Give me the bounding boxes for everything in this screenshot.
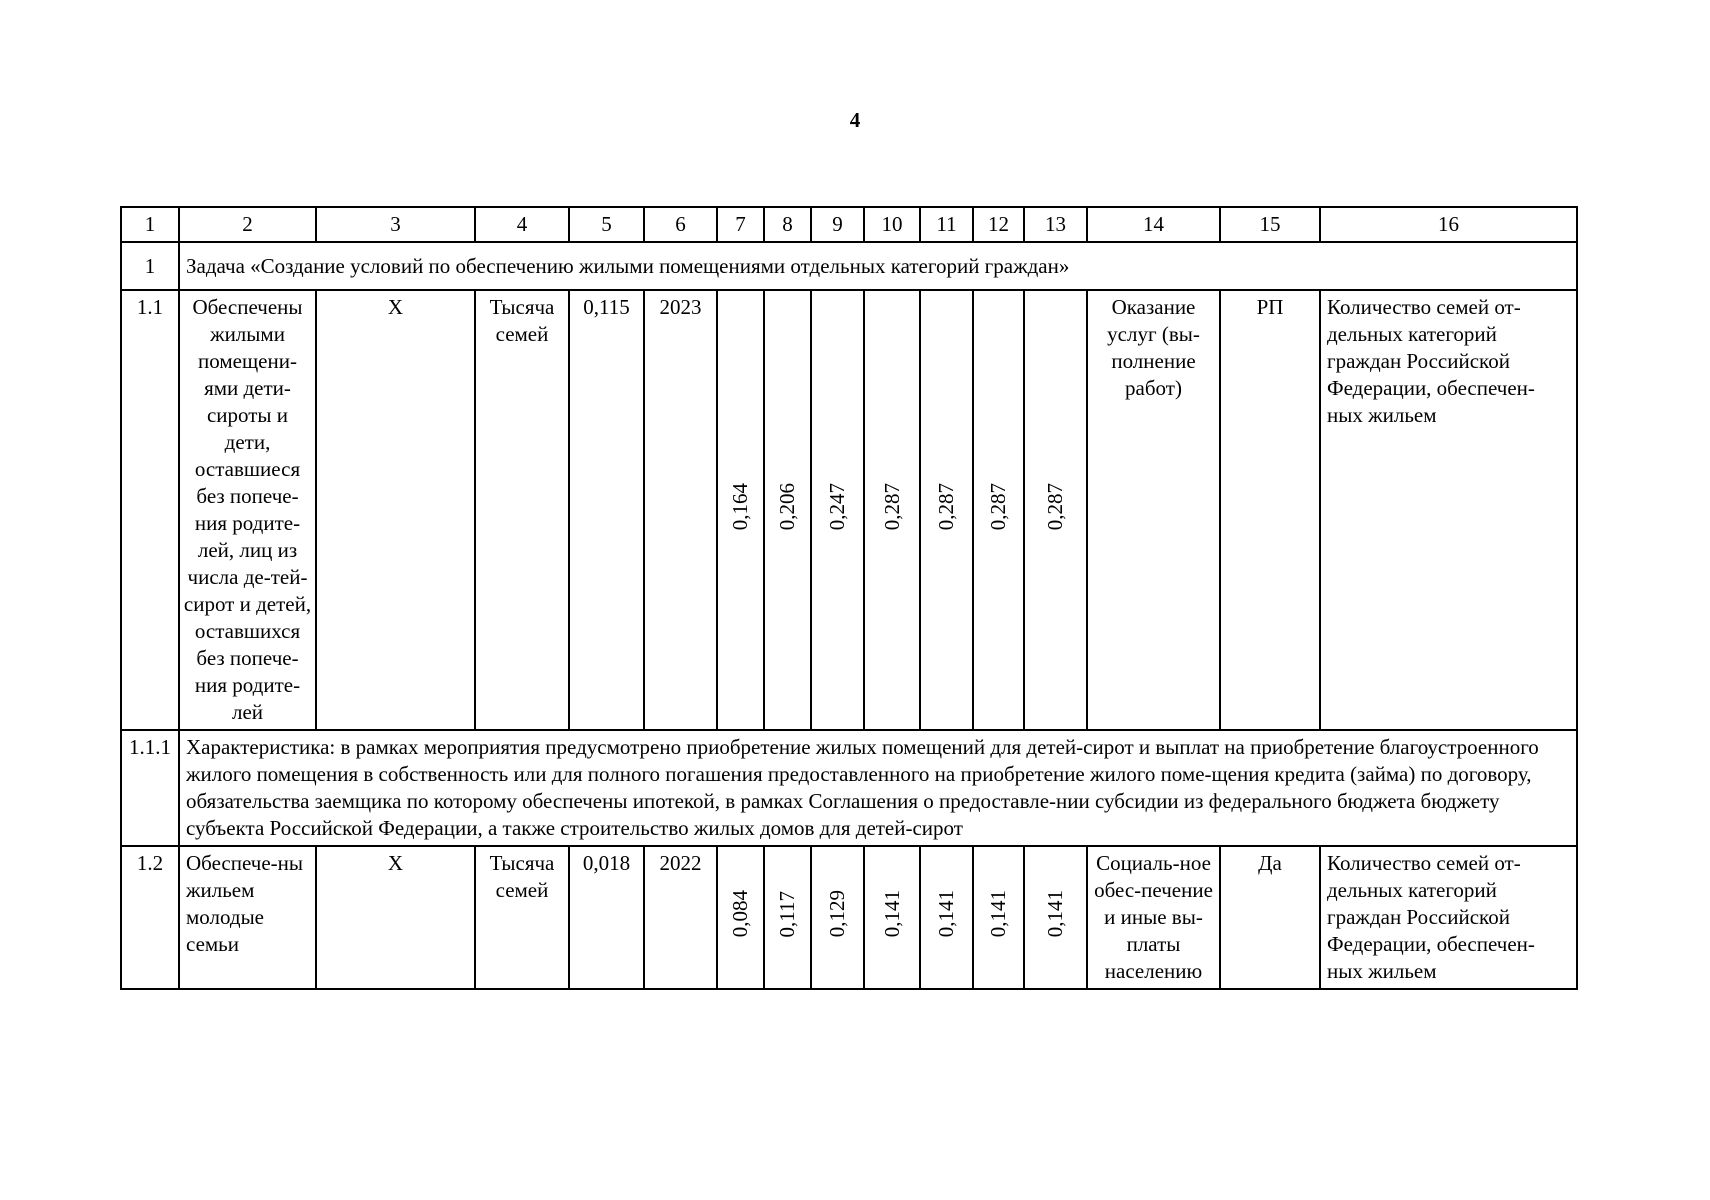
year-value-cell xyxy=(811,846,864,989)
unit: Тысяча семей xyxy=(475,290,569,730)
year-value: 0,287 xyxy=(1043,482,1067,531)
year-value-cell xyxy=(811,290,864,730)
column-number: 13 xyxy=(1024,207,1087,242)
year-value: 0,287 xyxy=(934,482,958,531)
indicator-type: Оказание услуг (вы-полнение работ) xyxy=(1087,290,1220,730)
task-text: Задача «Создание условий по обеспечению жилыми помещениями отдельных категорий граждан» xyxy=(179,242,1577,290)
task-number: 1 xyxy=(121,242,179,290)
indicator-name: Обеспечены жилыми помещени-ями дети-сироты и дети, оставшиеся без попече-ния родите-лей, лиц из числа де-тей-сирот и детей, оставшихся без попече-ния родите-лей xyxy=(179,290,316,730)
year-value-cell xyxy=(973,846,1024,989)
year-value: 0,141 xyxy=(986,890,1010,938)
column-number: 2 xyxy=(179,207,316,242)
source: Да xyxy=(1220,846,1320,989)
column-number: 14 xyxy=(1087,207,1220,242)
column-number: 1 xyxy=(121,207,179,242)
year-value-cell xyxy=(1024,290,1087,730)
related-indicator: Количество семей от-дельных категорий граждан Российской Федерации, обеспечен-ных жильем xyxy=(1320,846,1577,989)
year-value-cell xyxy=(920,846,973,989)
year-value: 0,129 xyxy=(825,890,849,938)
year-value: 0,287 xyxy=(986,482,1010,531)
column-number: 5 xyxy=(569,207,644,242)
year-value-cell xyxy=(717,846,764,989)
column-number: 10 xyxy=(864,207,920,242)
year-value: 0,141 xyxy=(934,890,958,938)
related-indicator: Количество семей от-дельных категорий граждан Российской Федерации, обеспечен-ных жильем xyxy=(1320,290,1577,730)
indicator-row-1-2 xyxy=(121,846,1577,989)
column-number: 12 xyxy=(973,207,1024,242)
column-number: 8 xyxy=(764,207,811,242)
column-number: 6 xyxy=(644,207,717,242)
base-year: 2022 xyxy=(644,846,717,989)
characteristic-text: Характеристика: в рамках мероприятия предусмотрено приобретение жилых помещений для детей-сирот и выплат на приобретение благоустроенного жилого помещения в собственность или для полного погашения предоставленного на приобретение жилого поме-щения кредита (займа) по договору, обязательства заемщика по которому обеспечены ипотекой, в рамках Соглашения о предоставле-нии субсидии из федерального бюджета бюджету субъекта Российской Федерации, а также строительство жилых домов для детей-сирот xyxy=(179,730,1577,846)
unit: Тысяча семей xyxy=(475,846,569,989)
year-value: 0,206 xyxy=(775,482,799,531)
base-value: 0,115 xyxy=(569,290,644,730)
row-number: 1.1 xyxy=(121,290,179,730)
column-number-row xyxy=(121,207,1577,242)
base-year: 2023 xyxy=(644,290,717,730)
col3-value: Х xyxy=(316,846,475,989)
row-number: 1.2 xyxy=(121,846,179,989)
page-number: 4 xyxy=(849,108,861,132)
year-value-cell xyxy=(864,290,920,730)
task-row xyxy=(121,242,1577,290)
year-value: 0,084 xyxy=(728,890,752,938)
indicator-type: Социаль-ное обес-печение и иные вы-платы населению xyxy=(1087,846,1220,989)
characteristic-row xyxy=(121,730,1577,846)
column-number: 16 xyxy=(1320,207,1577,242)
indicator-row-1-1 xyxy=(121,290,1577,730)
year-value-cell xyxy=(1024,846,1087,989)
column-number: 3 xyxy=(316,207,475,242)
indicators-table xyxy=(120,206,1578,990)
year-value-cell xyxy=(973,290,1024,730)
year-value: 0,141 xyxy=(879,890,904,938)
col3-value: Х xyxy=(316,290,475,730)
base-value: 0,018 xyxy=(569,846,644,989)
year-value: 0,164 xyxy=(728,482,752,531)
year-value-cell xyxy=(764,290,811,730)
column-number: 15 xyxy=(1220,207,1320,242)
year-value: 0,247 xyxy=(825,482,849,531)
indicator-name: Обеспече-ны жильем молодые семьи xyxy=(179,846,316,989)
column-number: 4 xyxy=(475,207,569,242)
column-number: 7 xyxy=(717,207,764,242)
year-value: 0,117 xyxy=(775,890,799,938)
year-value: 0,287 xyxy=(879,482,904,531)
source: РП xyxy=(1220,290,1320,730)
year-value: 0,141 xyxy=(1043,890,1067,938)
column-number: 9 xyxy=(811,207,864,242)
column-number: 11 xyxy=(920,207,973,242)
year-value-cell xyxy=(764,846,811,989)
year-value-cell xyxy=(920,290,973,730)
year-value-cell xyxy=(864,846,920,989)
year-value-cell xyxy=(717,290,764,730)
row-number: 1.1.1 xyxy=(121,730,179,846)
